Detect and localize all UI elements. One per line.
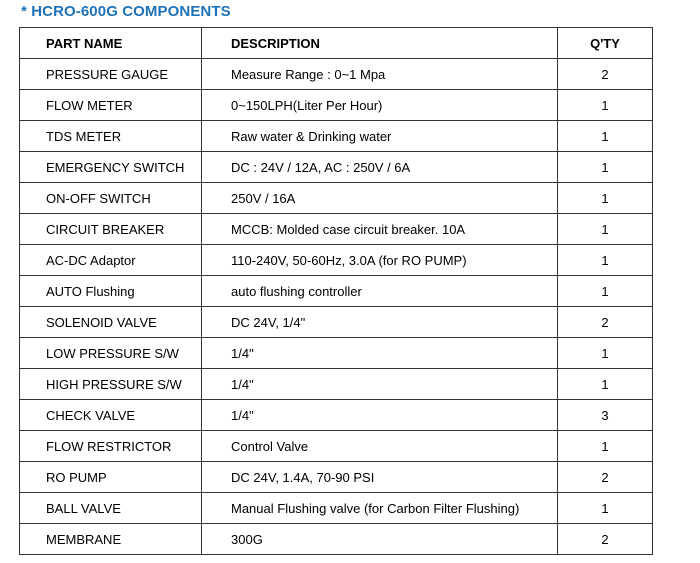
table-row [20, 152, 653, 183]
qty-cell: 1 [558, 90, 653, 121]
description-cell: DC 24V, 1/4" [202, 307, 558, 338]
qty-cell: 1 [558, 276, 653, 307]
header-qty: Q'TY [558, 28, 653, 59]
description-cell: Measure Range : 0~1 Mpa [202, 59, 558, 90]
qty-cell: 1 [558, 493, 653, 524]
qty-cell: 1 [558, 121, 653, 152]
table-row [20, 462, 653, 493]
table-row [20, 307, 653, 338]
part-name-cell: PRESSURE GAUGE [20, 59, 202, 90]
table-row [20, 90, 653, 121]
part-name-cell: LOW PRESSURE S/W [20, 338, 202, 369]
qty-cell: 2 [558, 462, 653, 493]
part-name-cell: CHECK VALVE [20, 400, 202, 431]
description-cell: Control Valve [202, 431, 558, 462]
description-cell: 110-240V, 50-60Hz, 3.0A (for RO PUMP) [202, 245, 558, 276]
qty-cell: 1 [558, 245, 653, 276]
table-row [20, 214, 653, 245]
components-table [19, 27, 653, 555]
description-cell: DC : 24V / 12A, AC : 250V / 6A [202, 152, 558, 183]
description-cell: 1/4" [202, 338, 558, 369]
table-row [20, 276, 653, 307]
part-name-cell: EMERGENCY SWITCH [20, 152, 202, 183]
qty-cell: 1 [558, 369, 653, 400]
qty-cell: 1 [558, 338, 653, 369]
table-row [20, 245, 653, 276]
table-row [20, 121, 653, 152]
part-name-cell: CIRCUIT BREAKER [20, 214, 202, 245]
description-cell: DC 24V, 1.4A, 70-90 PSI [202, 462, 558, 493]
table-row [20, 524, 653, 555]
description-cell: Raw water & Drinking water [202, 121, 558, 152]
part-name-cell: HIGH PRESSURE S/W [20, 369, 202, 400]
description-cell: auto flushing controller [202, 276, 558, 307]
description-cell: 300G [202, 524, 558, 555]
qty-cell: 3 [558, 400, 653, 431]
part-name-cell: SOLENOID VALVE [20, 307, 202, 338]
table-row [20, 183, 653, 214]
table-row [20, 369, 653, 400]
description-cell: Manual Flushing valve (for Carbon Filter Flushing) [202, 493, 558, 524]
qty-cell: 1 [558, 431, 653, 462]
qty-cell: 1 [558, 183, 653, 214]
table-row [20, 400, 653, 431]
part-name-cell: AUTO Flushing [20, 276, 202, 307]
part-name-cell: ON-OFF SWITCH [20, 183, 202, 214]
page-title: * HCRO-600G COMPONENTS [21, 3, 231, 20]
description-cell: 250V / 16A [202, 183, 558, 214]
qty-cell: 2 [558, 524, 653, 555]
qty-cell: 2 [558, 59, 653, 90]
part-name-cell: TDS METER [20, 121, 202, 152]
table-header-row [20, 28, 653, 59]
header-part-name: PART NAME [20, 28, 202, 59]
table-row [20, 338, 653, 369]
part-name-cell: FLOW METER [20, 90, 202, 121]
qty-cell: 1 [558, 152, 653, 183]
table-row [20, 431, 653, 462]
qty-cell: 1 [558, 214, 653, 245]
part-name-cell: BALL VALVE [20, 493, 202, 524]
part-name-cell: FLOW RESTRICTOR [20, 431, 202, 462]
description-cell: 0~150LPH(Liter Per Hour) [202, 90, 558, 121]
header-description: DESCRIPTION [202, 28, 558, 59]
qty-cell: 2 [558, 307, 653, 338]
table-row [20, 59, 653, 90]
table-row [20, 493, 653, 524]
description-cell: MCCB: Molded case circuit breaker. 10A [202, 214, 558, 245]
part-name-cell: RO PUMP [20, 462, 202, 493]
description-cell: 1/4" [202, 400, 558, 431]
part-name-cell: AC-DC Adaptor [20, 245, 202, 276]
part-name-cell: MEMBRANE [20, 524, 202, 555]
description-cell: 1/4" [202, 369, 558, 400]
